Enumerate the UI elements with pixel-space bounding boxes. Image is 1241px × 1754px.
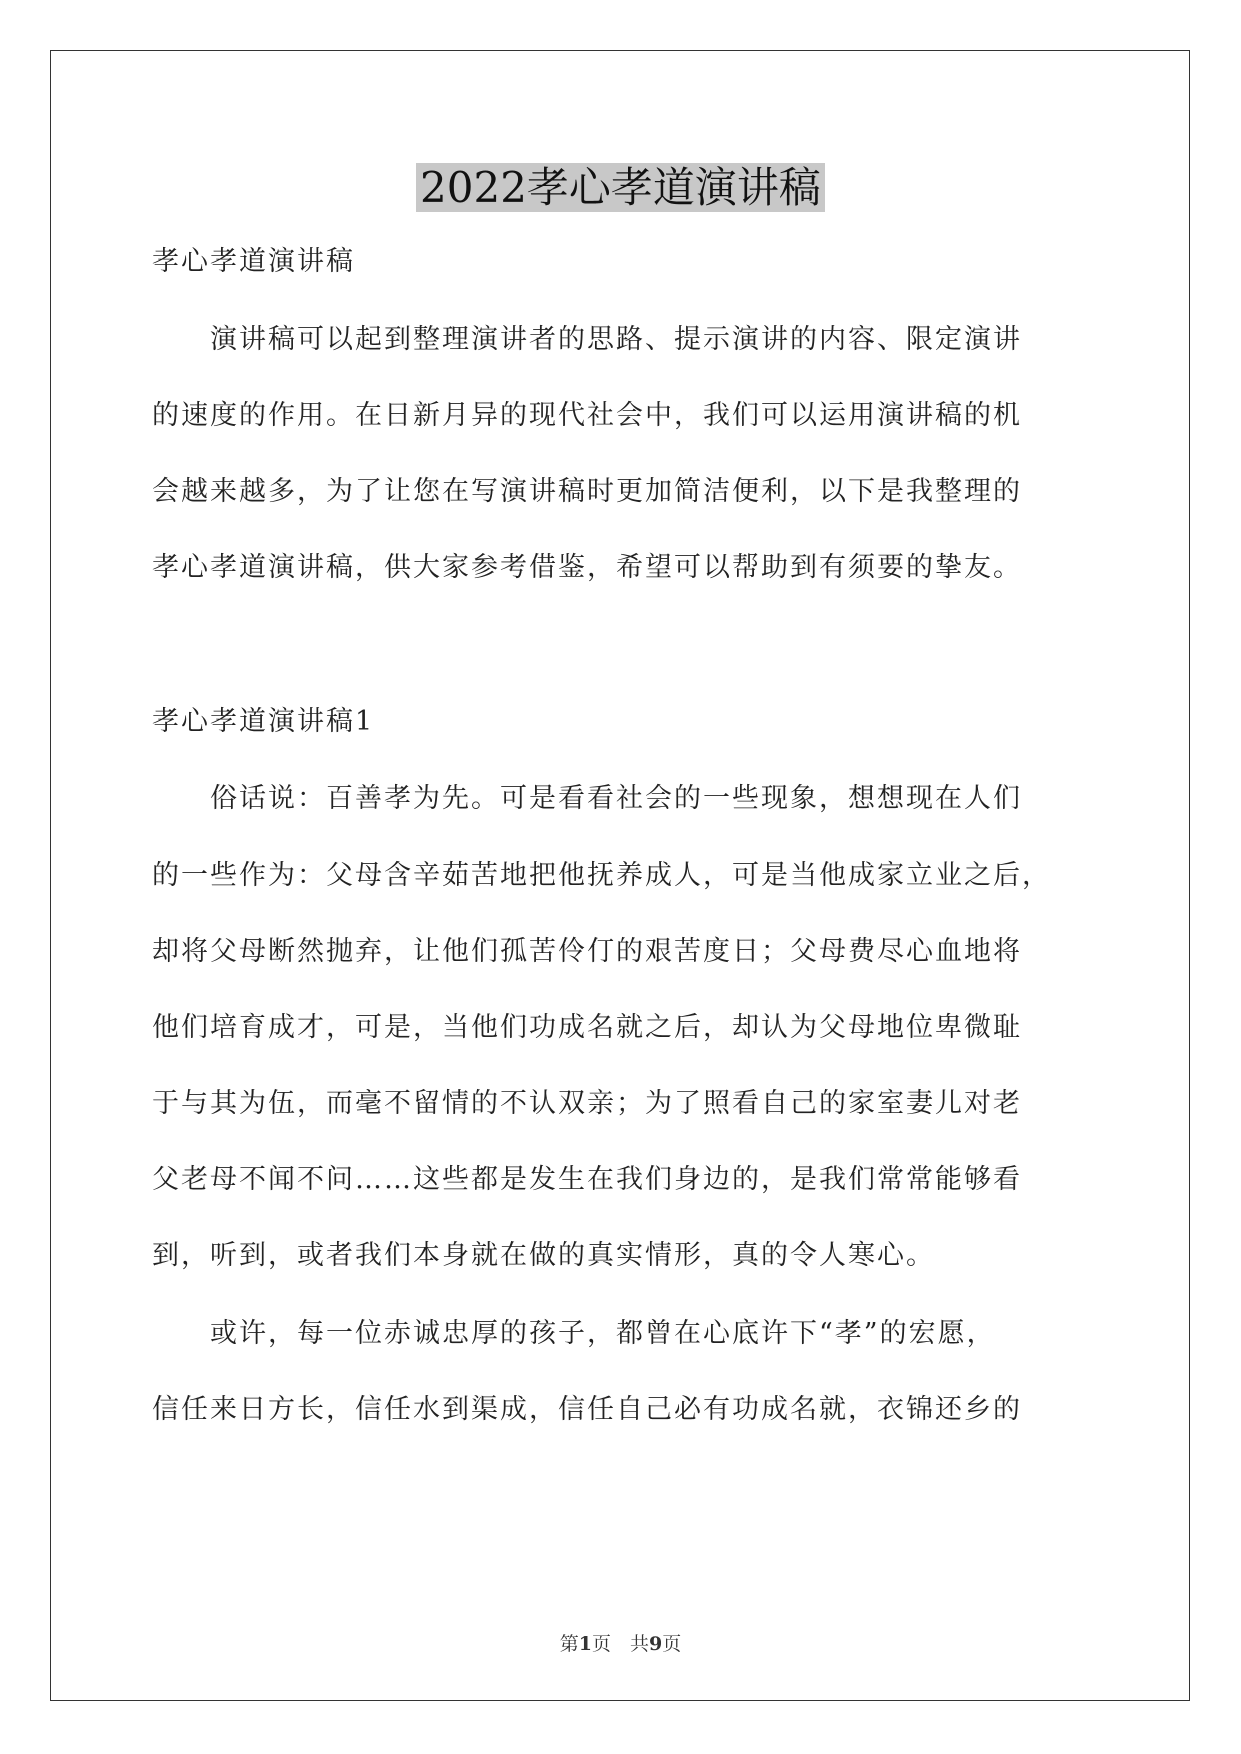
text-line-14: 或许，每一位赤诚忠厚的孩子，都曾在心底许下“孝”的宏愿， [152,1318,996,1349]
footer-total-prefix: 共 [630,1633,650,1655]
footer-page-suffix: 页 [591,1633,611,1655]
text-line-15: 信任来日方长，信任水到渠成，信任自己必有功成名就，衣锦还乡的 [152,1394,1022,1425]
document-title-text: 2022孝心孝道演讲稿 [416,163,825,212]
footer-page-prefix: 第 [559,1633,579,1655]
text-line-8: 的一些作为：父母含辛茹苦地把他抚养成人，可是当他成家立业之后， [152,860,1051,891]
text-line-2: 演讲稿可以起到整理演讲者的思路、提示演讲的内容、限定演讲 [152,324,1022,355]
text-line-3: 的速度的作用。在日新月异的现代社会中，我们可以运用演讲稿的机 [152,400,1022,431]
text-line-12: 父老母不闻不问……这些都是发生在我们身边的，是我们常常能够看 [152,1164,1022,1195]
footer-total-suffix: 页 [662,1633,682,1655]
text-line-4: 会越来越多，为了让您在写演讲稿时更加简洁便利，以下是我整理的 [152,476,1022,507]
text-line-9: 却将父母断然抛弃，让他们孤苦伶仃的艰苦度日；父母费尽心血地将 [152,936,1022,967]
text-line-11: 于与其为伍，而毫不留情的不认双亲；为了照看自己的家室妻儿对老 [152,1088,1022,1119]
text-line-7: 俗话说：百善孝为先。可是看看社会的一些现象，想想现在人们 [152,783,1022,814]
text-line-1: 孝心孝道演讲稿 [152,246,355,277]
text-line-13: 到，听到，或者我们本身就在做的真实情形，真的令人寒心。 [152,1240,935,1271]
footer-total-pages: 9 [649,1633,663,1655]
text-line-10: 他们培育成才，可是，当他们功成名就之后，却认为父母地位卑微耻 [152,1012,1022,1043]
text-line-6: 孝心孝道演讲稿1 [152,706,375,737]
document-title [0,160,1241,216]
page-footer [0,1632,1241,1656]
text-line-5: 孝心孝道演讲稿，供大家参考借鉴，希望可以帮助到有须要的挚友。 [152,552,1022,583]
footer-page-number: 1 [578,1633,592,1655]
